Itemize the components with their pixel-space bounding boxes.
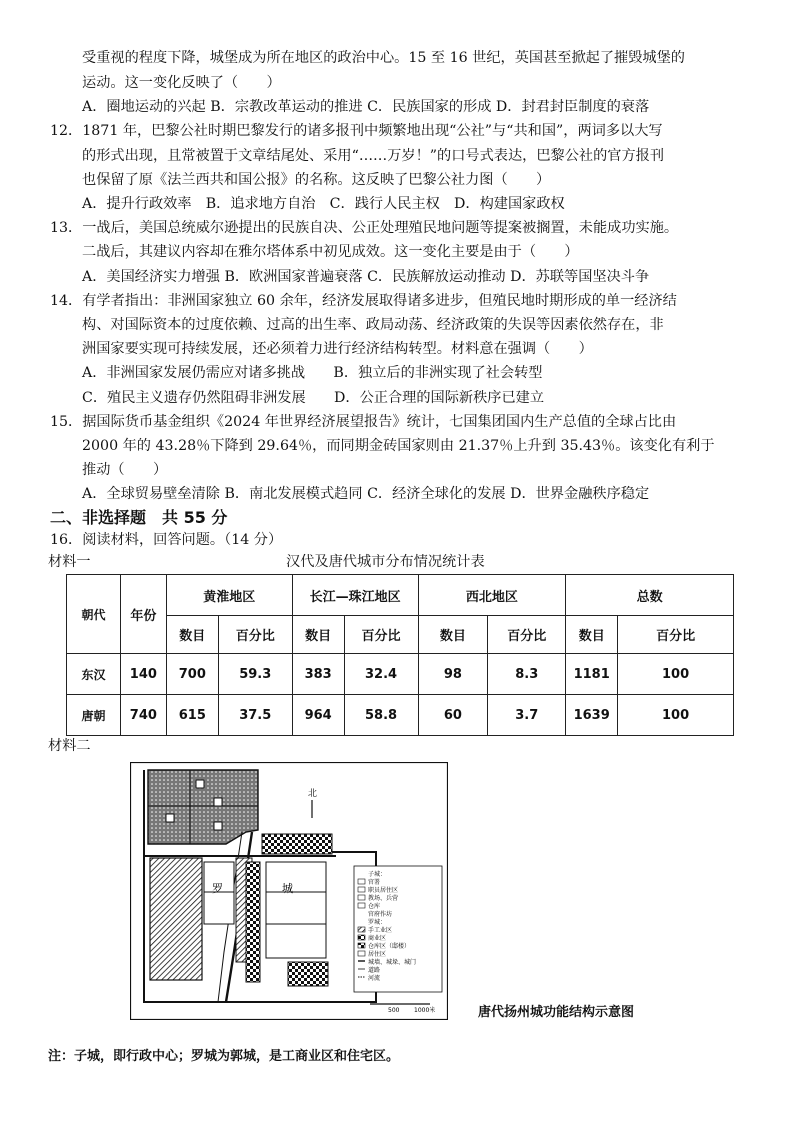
cell: 615 [166,695,218,736]
cell: 8.3 [488,654,566,695]
cell: 58.8 [344,695,418,736]
text-line: 受重视的程度下降，城堡成为所在地区的政治中心。15 至 16 世纪，英国甚至掀起了摧毁城堡的 [82,50,685,66]
handicraft-zone [150,858,202,980]
cell: 唐朝 [67,695,121,736]
text-line: 的形式出现，且常被置于文章结尾处、采用“……万岁！”的口号式表达，巴黎公社的官方报刊 [82,148,665,164]
text-line: 构、对国际资本的过度依赖、过高的出生率、政局动荡、经济政策的失误等因素依然存在，非 [82,317,664,333]
cell: 100 [618,654,734,695]
cell: 100 [618,695,734,736]
city-distribution-table [66,574,734,736]
cell: 740 [120,695,166,736]
cell: 32.4 [344,654,418,695]
text-line: 运动。这一变化反映了（ ） [82,75,281,91]
header-region: 西北地区 [418,575,566,616]
header-percent: 百分比 [344,616,418,654]
warehouse-zone [288,962,328,986]
header-count: 数目 [292,616,344,654]
cell: 700 [166,654,218,695]
cell: 1639 [566,695,618,736]
header-total: 总数 [566,575,734,616]
header-percent: 百分比 [488,616,566,654]
legend-item: 职员居住区 [368,887,399,894]
text-line: 洲国家要实现可持续发展，还必须着力进行经济结构转型。材料意在强调（ ） [82,341,593,357]
legend-item: 商业区 [368,935,387,942]
luo-label: 罗 [212,882,223,895]
legend-item: 手工业区 [368,927,393,934]
legend-item: 子城： [368,871,387,878]
cell: 98 [418,654,488,695]
map-legend [354,866,442,1014]
cell: 东汉 [67,654,121,695]
header-region: 黄淮地区 [166,575,292,616]
note: 注：子城，即行政中心；罗城为郭城，是工商业区和住宅区。 [48,1049,400,1064]
question-13: 13．一战后，美国总统威尔逊提出的民族自决、公正处理殖民地问题等提案被搁置，未能成功实施。 [50,220,679,236]
header-dynasty: 朝代 [67,575,121,654]
header-region: 长江—珠江地区 [292,575,418,616]
cell: 59.3 [218,654,292,695]
scale-label: 500 [388,1007,400,1014]
material-2-label: 材料二 [48,738,91,754]
legend-item: 仓库区（邸楼） [368,943,411,950]
question-15: 15．据国际货币基金组织《2024 年世界经济展望报告》统计，七国集团国内生产总值的全球占比由 [50,414,677,430]
table-row [67,695,734,736]
header-year: 年份 [120,575,166,654]
text-line: 2000 年的 43.28％下降到 29.64％，而同期金砖国家则由 21.37％上升到 35.43％。该变化有利于 [82,438,715,454]
legend-item: 道路 [368,967,381,974]
option-line: A．提升行政效率 B．追求地方自治 C．践行人民主权 D．构建国家政权 [82,196,565,212]
option-line: A．圈地运动的兴起 B．宗教改革运动的推进 C．民族国家的形成 D．封君封臣制度的衰落 [82,99,650,115]
material-1-label: 材料一 [48,554,91,570]
table-row [67,654,734,695]
text-line: 推动（ ） [82,462,168,478]
header-percent: 百分比 [618,616,734,654]
legend-item: 官署 [368,879,381,886]
north-label: 北 [308,789,318,799]
cell: 383 [292,654,344,695]
cell: 37.5 [218,695,292,736]
header-count: 数目 [166,616,218,654]
option-line: C．殖民主义遗存仍然阻碍非洲发展 D．公正合理的国际新秩序已建立 [82,390,545,406]
question-12: 12．1871 年，巴黎公社时期巴黎发行的诸多报刊中频繁地出现“公社”与“共和国”，两词多以大写 [50,123,663,139]
header-count: 数目 [418,616,488,654]
header-count: 数目 [566,616,618,654]
legend-item: 仓库 [368,903,381,910]
legend-item: 河流 [368,975,381,982]
cell: 140 [120,654,166,695]
section-title: 二、非选择题 共 55 分 [50,508,228,527]
legend-item: 居住区 [368,951,387,958]
map-caption: 唐代扬州城功能结构示意图 [478,1005,635,1020]
cell: 1181 [566,654,618,695]
warehouse-strip [246,862,260,982]
header-percent: 百分比 [218,616,292,654]
legend-item: 教场、兵营 [368,895,399,902]
legend-item: 官府作坊 [368,911,393,918]
cell: 3.7 [488,695,566,736]
cell: 60 [418,695,488,736]
legend-item: 罗城： [368,919,387,926]
question-14: 14．有学者指出：非洲国家独立 60 余年，经济发展取得诸多进步，但殖民地时期形成的单一经济结 [50,293,677,309]
question-16: 16．阅读材料，回答问题。（14 分） [50,532,283,548]
commercial-zone [262,834,332,854]
text-line: 二战后，其建议内容却在雅尔塔体系中初见成效。这一变化主要是由于（ ） [82,244,579,260]
option-line: A．全球贸易壁垒清除 B．南北发展模式趋同 C．经济全球化的发展 D．世界金融秩序稳定 [82,486,650,502]
text-line: 也保留了原《法兰西共和国公报》的名称。这反映了巴黎公社力图（ ） [82,172,551,188]
option-line: A．非洲国家发展仍需应对诸多挑战 B．独立后的非洲实现了社会转型 [82,365,543,381]
yangzhou-map [130,762,448,1020]
cell: 964 [292,695,344,736]
table-title: 汉代及唐代城市分布情况统计表 [286,554,485,570]
legend-item: 城墙、城垛、城门 [368,959,417,966]
option-line: A．美国经济实力增强 B．欧洲国家普遍衰落 C．民族解放运动推动 D．苏联等国坚决斗争 [82,269,650,285]
cheng-label: 城 [282,882,293,895]
scale-label: 1000米 [414,1007,436,1014]
